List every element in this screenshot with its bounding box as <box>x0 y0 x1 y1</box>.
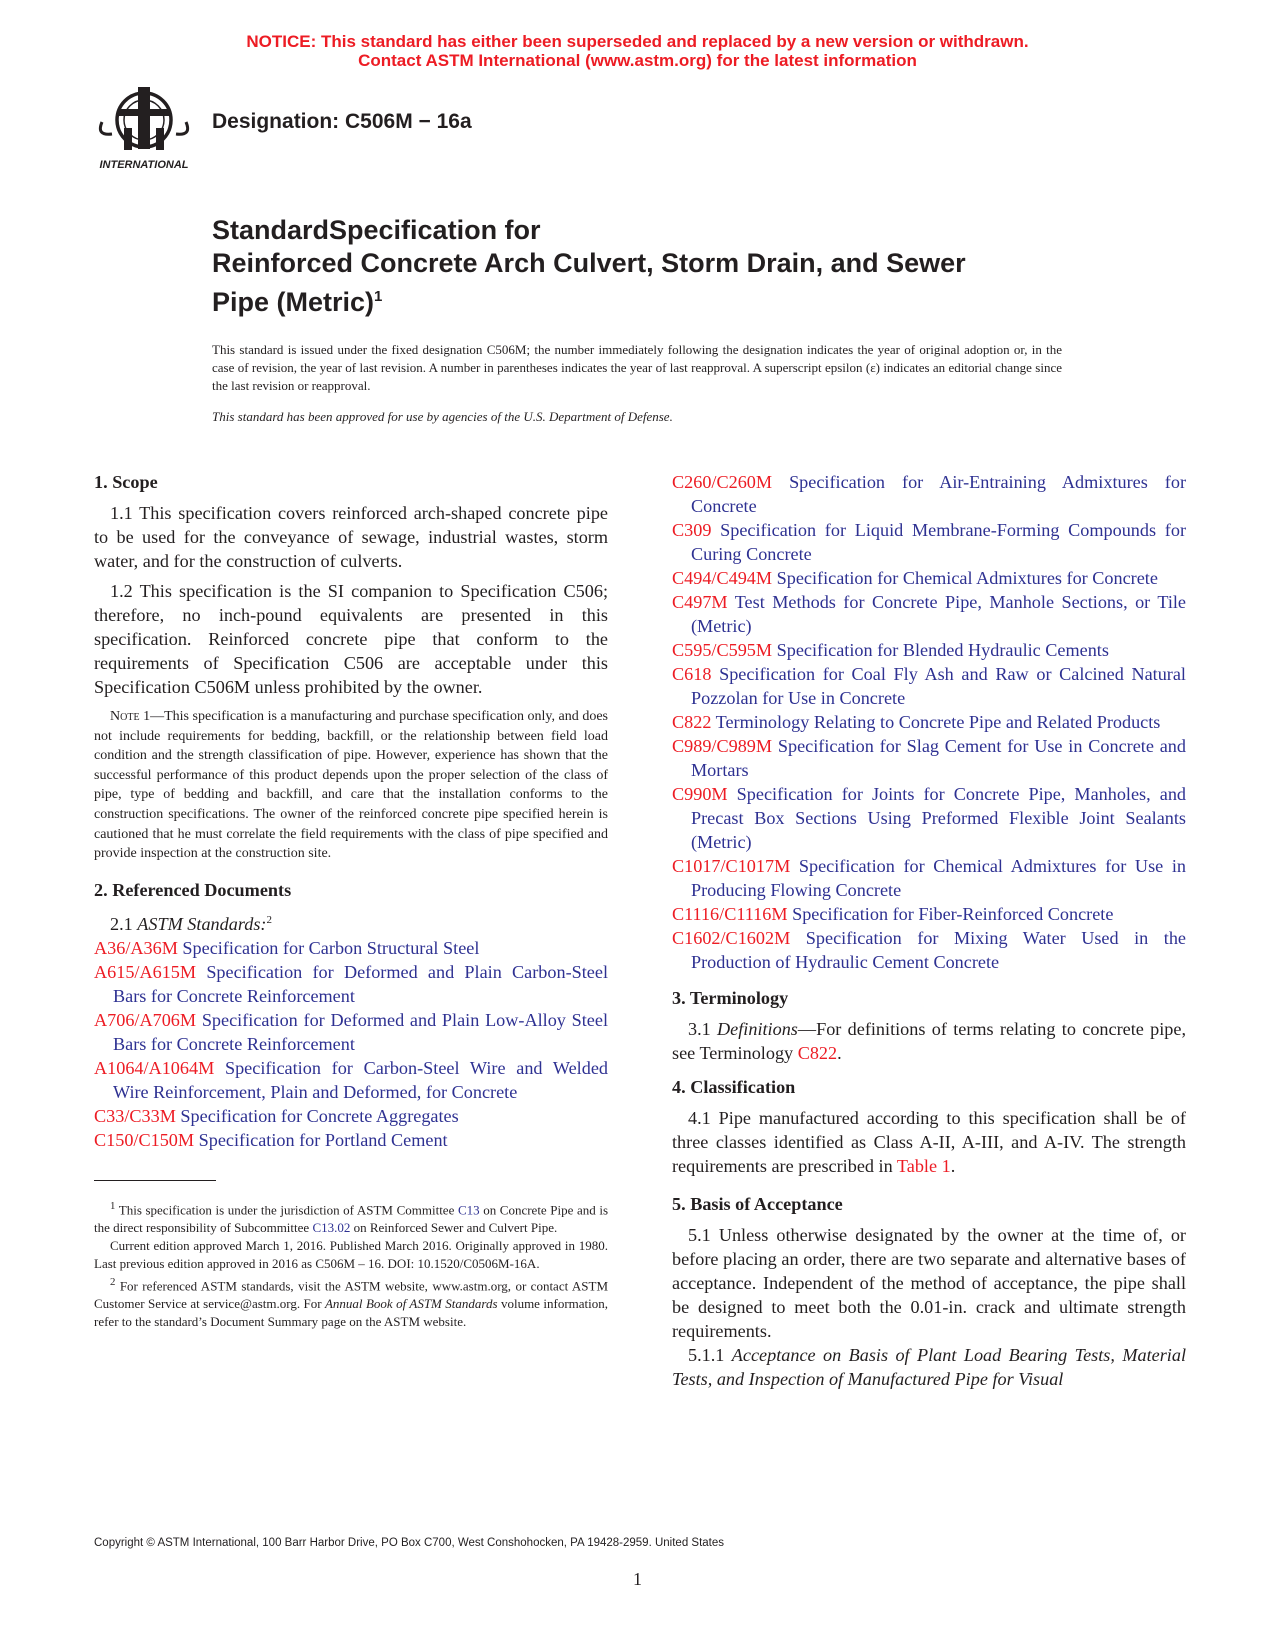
reference-code-link[interactable]: A36/A36M <box>94 937 178 958</box>
acceptance-5-1: 5.1 Unless otherwise designated by the owner at the time of, or before placing an order, there are two separate and alternative bases of acceptance. Independent of the method of acceptance, the pipe shall be designed to meet both the 0.01-in. crack and ultimate strength requirements. <box>672 1225 1186 1341</box>
withdrawal-notice <box>0 32 1275 70</box>
reference-title-link[interactable]: Specification for Chemical Admixtures for Use in Producing Flowing Concrete <box>691 856 1186 900</box>
reference-title-link[interactable]: Test Methods for Concrete Pipe, Manhole Sections, or Tile (Metric) <box>691 592 1187 636</box>
reference-code-link[interactable]: C494/C494M <box>672 568 773 588</box>
reference-entry[interactable] <box>672 782 1186 854</box>
reference-title-link[interactable]: Specification for Slag Cement for Use in Concrete and Mortars <box>691 736 1186 780</box>
reference-code-link[interactable]: C822 <box>672 712 712 732</box>
reference-code-link[interactable]: C618 <box>672 664 712 684</box>
reference-title-link[interactable]: Specification for Fiber-Reinforced Concrete <box>792 904 1114 924</box>
title-line-3: Pipe (Metric)$^1$ <box>212 287 383 317</box>
footnote-1: $^1$ This specification is under the jurisdiction of ASTM Committee C13 on Concrete Pipe and is the direct responsibility of Subcommittee C13.02 on Reinforced Sewer and Culvert Pipe. <box>94 1199 609 1236</box>
reference-title-link[interactable]: Specification for Carbon-Steel Wire and Welded Wire Reinforcement, Plain and Deformed, for Concrete <box>113 1057 608 1102</box>
left-reference-list <box>94 936 608 1152</box>
terminology-3-1: 3.1 Definitions—For definitions of terms relating to concrete pipe, see Terminology C822. <box>672 1019 1186 1063</box>
classification-heading: 4. Classification <box>672 1077 796 1097</box>
astm-logo <box>94 84 194 176</box>
note-text: —This specification is a manufacturing and purchase specification only, and does not include requirements for bedding, backfill, or the relationship between field load condition and the strength classification of pipe. However, experience has shown that the successful performance of this product depends upon the proper selection of the class of pipe, type of bedding and backfill, and care that the installation conforms to the construction specifications. The owner of the reinforced concrete pipe specified herein is cautioned that he must correlate the field requirements with the class of pipe specified and provide inspection at the construction site. <box>94 709 608 862</box>
reference-entry[interactable] <box>94 1128 608 1152</box>
note-1 <box>94 707 608 864</box>
reference-code-link[interactable]: C1116/C1116M <box>672 904 788 924</box>
reference-title-link[interactable]: Specification for Mixing Water Used in the Production of Hydraulic Cement Concrete <box>691 928 1187 972</box>
notice-line-2: Contact ASTM International (www.astm.org) for the latest information <box>358 51 917 70</box>
document-title <box>212 214 1072 319</box>
reference-entry[interactable] <box>672 854 1186 902</box>
table-1-link[interactable]: Table 1 <box>896 1156 951 1176</box>
footnote-2: $^2$ For referenced ASTM standards, visit the ASTM website, www.astm.org, or contact ASTM Customer Service at service@astm.org. For Annual Book of ASTM Standards volume information, refer to the standard’s Document Summary page on the ASTM website. <box>94 1276 609 1330</box>
reference-entry[interactable] <box>672 566 1186 590</box>
reference-title-link[interactable]: Specification for Carbon Structural Steel <box>182 937 480 958</box>
acceptance-heading: 5. Basis of Acceptance <box>672 1194 843 1214</box>
scope-1-1: 1.1 This specification covers reinforced arch-shaped concrete pipe to be used for the conveyance of sewage, industrial wastes, storm water, and for the construction of culverts. <box>94 503 608 571</box>
c822-link[interactable]: C822 <box>797 1043 838 1063</box>
reference-title-link[interactable]: Specification for Blended Hydraulic Cements <box>776 640 1109 660</box>
left-column <box>94 470 608 1331</box>
reference-entry[interactable] <box>94 1056 608 1104</box>
reference-entry[interactable] <box>672 470 1186 518</box>
scope-1-2: 1.2 This specification is the SI companion to Specification C506; therefore, no inch-pound equivalents are presented in this specification. Reinforced concrete pipe that conform to the requirements of Specification C506 are acceptable under this Specification C506M unless prohibited by the owner. <box>94 581 608 697</box>
reference-entry[interactable] <box>672 734 1186 782</box>
reference-code-link[interactable]: C989/C989M <box>672 736 773 756</box>
title-line-1: StandardSpecification for <box>212 215 541 245</box>
reference-code-link[interactable]: A615/A615M <box>94 961 197 982</box>
right-reference-list <box>672 470 1186 974</box>
note-label: Note 1 <box>110 709 151 724</box>
reference-title-link[interactable]: Specification for Concrete Aggregates <box>180 1105 459 1126</box>
notice-line-1: NOTICE: This standard has either been superseded and replaced by a new version or withdrawn. <box>246 32 1029 51</box>
reference-entry[interactable] <box>672 638 1186 662</box>
reference-code-link[interactable]: A706/A706M <box>94 1009 197 1030</box>
referenced-heading: 2. Referenced Documents <box>94 879 292 900</box>
right-column <box>672 470 1186 1391</box>
terminology-heading: 3. Terminology <box>672 988 789 1008</box>
page-number: 1 <box>633 1569 642 1589</box>
dod-approval: This standard has been approved for use by agencies of the U.S. Department of Defense. <box>212 409 673 424</box>
reference-entry[interactable] <box>672 662 1186 710</box>
reference-title-link[interactable]: Specification for Portland Cement <box>198 1129 448 1150</box>
reference-entry[interactable] <box>94 936 608 960</box>
reference-code-link[interactable]: A1064/A1064M <box>94 1057 215 1078</box>
acceptance-5-1-1: 5.1.1 Acceptance on Basis of Plant Load Bearing Tests, Material Tests, and Inspection of Manufactured Pipe for Visual <box>672 1345 1186 1389</box>
reference-entry[interactable] <box>94 1104 608 1128</box>
reference-title-link[interactable]: Specification for Liquid Membrane-Forming Compounds for Curing Concrete <box>691 520 1186 564</box>
reference-entry[interactable] <box>672 902 1186 926</box>
reference-code-link[interactable]: C497M <box>672 592 728 612</box>
reference-entry[interactable] <box>672 518 1186 566</box>
reference-title-link[interactable]: Terminology Relating to Concrete Pipe and Related Products <box>715 712 1161 732</box>
reference-code-link[interactable]: C309 <box>672 520 712 540</box>
classification-4-1: 4.1 Pipe manufactured according to this specification shall be of three classes identified as Class A-II, A-III, and A-IV. The strength requirements are prescribed in Table 1. <box>672 1108 1186 1176</box>
reference-code-link[interactable]: C595/C595M <box>672 640 773 660</box>
title-footnote-marker: 1 <box>374 288 383 305</box>
reference-code-link[interactable]: C1017/C1017M <box>672 856 791 876</box>
reference-entry[interactable] <box>672 926 1186 974</box>
copyright-footer: Copyright © ASTM International, 100 Barr Harbor Drive, PO Box C700, West Conshohocken, PA 19428-2959. United States <box>94 1537 725 1549</box>
committee-link[interactable]: C13 <box>457 1202 480 1218</box>
reference-title-link[interactable]: Specification for Coal Fly Ash and Raw or Calcined Natural Pozzolan for Use in Concrete <box>691 664 1186 708</box>
reference-entry[interactable] <box>94 960 608 1008</box>
scope-heading: 1. Scope <box>94 472 158 492</box>
svg-text:INTERNATIONAL: INTERNATIONAL <box>99 159 189 171</box>
reference-entry[interactable] <box>672 590 1186 638</box>
title-line-2: Reinforced Concrete Arch Culvert, Storm Drain, and Sewer <box>212 248 966 278</box>
reference-code-link[interactable]: C260/C260M <box>672 472 773 492</box>
reference-title-link[interactable]: Specification for Deformed and Plain Carbon-Steel Bars for Concrete Reinforcement <box>113 961 608 1006</box>
reference-title-link[interactable]: Specification for Air-Entraining Admixtures for Concrete <box>691 472 1186 516</box>
reference-title-link[interactable]: Specification for Joints for Concrete Pipe, Manholes, and Precast Box Sections Using Preformed Flexible Joint Sealants (Metric) <box>691 784 1187 852</box>
issued-statement: This standard is issued under the fixed designation C506M; the number immediately following the designation indicates the year of original adoption or, in the case of revision, the year of last revision. A number in parentheses indicates the year of last reapproval. A superscript epsilon (ε) indicates an editorial change since the last revision or reapproval. <box>212 342 1062 393</box>
reference-code-link[interactable]: C1602/C1602M <box>672 928 791 948</box>
subcommittee-link[interactable]: C13.02 <box>312 1220 351 1236</box>
reference-title-link[interactable]: Specification for Deformed and Plain Low-Alloy Steel Bars for Concrete Reinforcement <box>113 1009 608 1054</box>
reference-entry[interactable] <box>672 710 1186 734</box>
astm-standards-subheading: 2.1 ASTM Standards:$^2$ <box>110 913 272 934</box>
reference-entry[interactable] <box>94 1008 608 1056</box>
designation: Designation: C506M − 16a <box>212 110 472 133</box>
reference-code-link[interactable]: C990M <box>672 784 728 804</box>
reference-title-link[interactable]: Specification for Chemical Admixtures for Concrete <box>776 568 1158 588</box>
reference-code-link[interactable]: C150/C150M <box>94 1129 195 1150</box>
reference-code-link[interactable]: C33/C33M <box>94 1105 176 1126</box>
footnote-1-edition: Current edition approved March 1, 2016. Published March 2016. Originally approved in 1980. Last previous edition approved in 2016 as C506M – 16. DOI: 10.1520/C0506M-16A. <box>94 1238 608 1272</box>
